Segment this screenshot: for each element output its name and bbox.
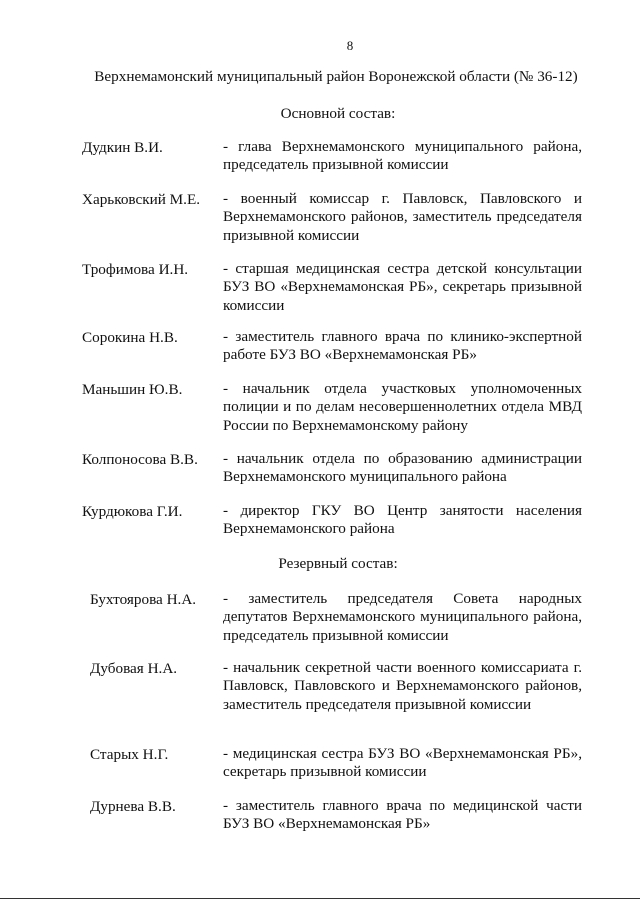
member-role: - директор ГКУ ВО Центр занятости населения Верхнемамонского района: [223, 502, 582, 538]
member-role: - заместитель председателя Совета народных депутатов Верхнемамонского муниципального района, председатель призывной комиссии: [223, 590, 582, 644]
member-name: Дурнева В.В.: [90, 798, 176, 815]
member-name: Маньшин Ю.В.: [82, 381, 183, 398]
member-name: Колпоносова В.В.: [82, 451, 198, 468]
member-name: Дубовая Н.А.: [90, 660, 178, 677]
member-name: Трофимова И.Н.: [82, 261, 189, 278]
member-role: - заместитель главного врача по медицинской части БУЗ ВО «Верхнемамонская РБ»: [223, 797, 582, 833]
member-role: - глава Верхнемамонского муниципального района, председатель призывной комиссии: [223, 138, 582, 174]
member-role: - военный комиссар г. Павловск, Павловского и Верхнемамонского районов, заместитель председателя призывной комиссии: [223, 190, 582, 244]
member-role: - медицинская сестра БУЗ ВО «Верхнемамонская РБ», секретарь призывной комиссии: [223, 745, 582, 781]
member-name: Дудкин В.И.: [82, 139, 163, 156]
page-bottom-rule: [0, 898, 640, 899]
member-role: - начальник отдела по образованию администрации Верхнемамонского муниципального района: [223, 450, 582, 486]
member-role: - начальник секретной части военного комиссариата г. Павловск, Павловского и Верхнемамонского районов, заместитель председателя призывной комиссии: [223, 659, 582, 713]
member-role: - заместитель главного врача по клинико-экспертной работе БУЗ ВО «Верхнемамонская РБ»: [223, 328, 582, 364]
main-composition-heading: Основной состав:: [280, 105, 396, 122]
member-name: Курдюкова Г.И.: [82, 503, 183, 520]
member-role: - старшая медицинская сестра детской консультации БУЗ ВО «Верхнемамонская РБ», секретарь призывной комиссии: [223, 260, 582, 314]
member-name: Бухтоярова Н.А.: [90, 591, 197, 608]
member-name: Сорокина Н.В.: [82, 329, 178, 346]
region-title: Верхнемамонский муниципальный район Воронежской области (№ 36-12): [94, 68, 578, 85]
member-name: Старых Н.Г.: [90, 746, 169, 763]
member-role: - начальник отдела участковых уполномоченных полиции и по делам несовершеннолетних отдела МВД России по Верхнемамонскому району: [223, 380, 582, 434]
member-name: Харьковский М.Е.: [82, 191, 201, 208]
page-number: 8: [346, 38, 354, 53]
reserve-composition-heading: Резервный состав:: [278, 555, 398, 572]
